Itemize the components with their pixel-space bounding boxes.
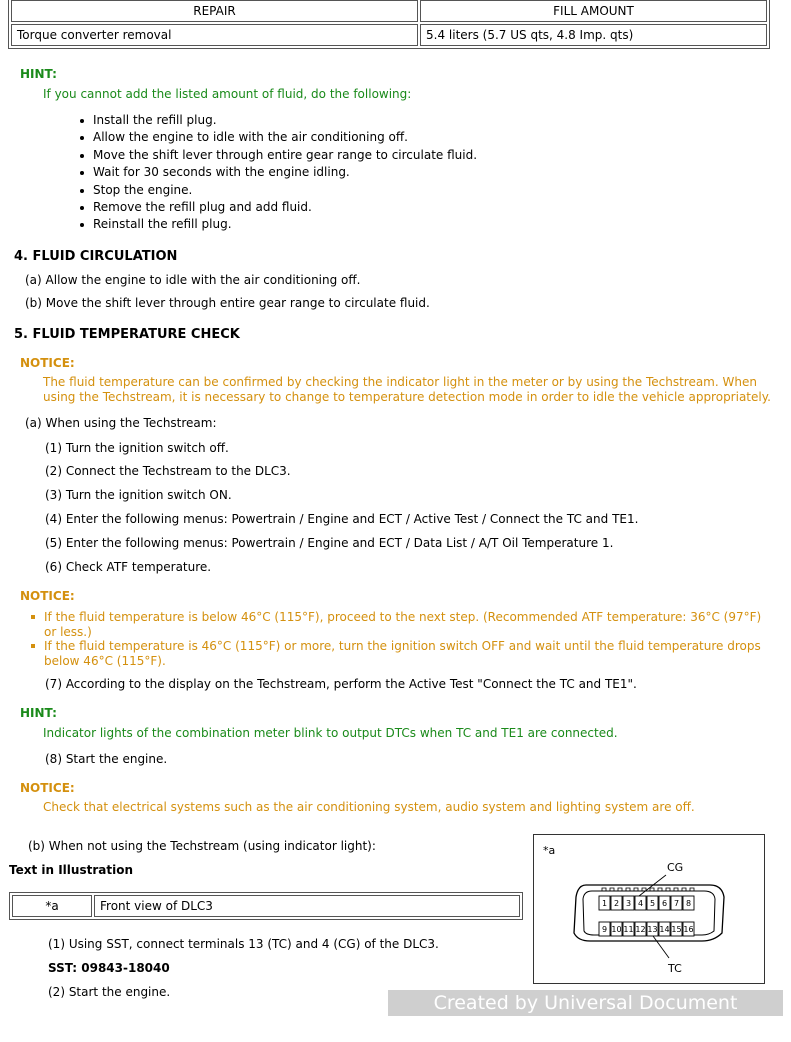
illustration-heading: Text in Illustration (9, 863, 133, 877)
table-header: REPAIR (11, 0, 418, 22)
table-cell: Front view of DLC3 (94, 895, 520, 917)
pin-label: 3 (625, 899, 632, 908)
table-header: FILL AMOUNT (420, 0, 767, 22)
section-title-fluid-temperature-check: 5. FLUID TEMPERATURE CHECK (14, 327, 240, 342)
list-item: If the fluid temperature is 46°C (115°F) or more, turn the ignition switch OFF and wait until the fluid temperature drops below 46°C (115°F). (20, 639, 775, 668)
pin-label: 16 (683, 925, 694, 934)
substep-text: (7) According to the display on the Techstream, perform the Active Test "Connect the TC and TE1". (45, 677, 637, 691)
fill-amount-table (8, 0, 770, 49)
list-item: Move the shift lever through entire gear range to circulate fluid. (78, 147, 477, 164)
notice-text: The fluid temperature can be confirmed by checking the indicator light in the meter or by using the Techstream. When (43, 375, 757, 389)
notice-text: Check that electrical systems such as the air conditioning system, audio system and lighting system are off. (43, 800, 695, 814)
section-title-fluid-circulation: 4. FLUID CIRCULATION (14, 249, 178, 264)
pin-label: 1 (601, 899, 608, 908)
substep-text: (5) Enter the following menus: Powertrain / Engine and ECT / Data List / A/T Oil Temperature 1. (45, 536, 614, 550)
hint-label: HINT: (20, 67, 57, 81)
hint-list (78, 112, 477, 234)
illustration-key-table (9, 892, 523, 920)
substep-text: (2) Start the engine. (48, 985, 171, 999)
notice-label: NOTICE: (20, 356, 75, 370)
pin-label: 8 (685, 899, 692, 908)
substep-text: (3) Turn the ignition switch ON. (45, 488, 232, 502)
pin-label: 5 (649, 899, 656, 908)
table-row (11, 24, 767, 46)
notice-text: using the Techstream, it is necessary to change to temperature detection mode in order to idle the vehicle appropriately. (43, 390, 771, 404)
list-item: If the fluid temperature is below 46°C (115°F), proceed to the next step. (Recommended ATF temperature: 36°C (97°F) or less.) (20, 610, 775, 639)
pin-label: 10 (611, 925, 622, 934)
step-text: (b) When not using the Techstream (using indicator light): (28, 839, 376, 853)
watermark: Created by Universal Document Converter (388, 990, 783, 1016)
illustration-tag: *a (543, 844, 556, 857)
hint-text: If you cannot add the listed amount of fluid, do the following: (43, 87, 412, 101)
list-item: Install the refill plug. (78, 112, 477, 129)
table-row (12, 895, 520, 917)
substep-text: (1) Turn the ignition switch off. (45, 441, 229, 455)
dlc3-connector-drawing (534, 835, 764, 983)
step-text: (a) When using the Techstream: (25, 416, 217, 430)
tc-label: TC (668, 962, 682, 975)
step-text: (a) Allow the engine to idle with the air conditioning off. (25, 273, 361, 287)
pin-label: 15 (671, 925, 682, 934)
pin-label: 13 (647, 925, 658, 934)
pin-label: 12 (635, 925, 646, 934)
substep-text: (6) Check ATF temperature. (45, 560, 212, 574)
pin-label: 9 (601, 925, 608, 934)
notice-label: NOTICE: (20, 781, 75, 795)
notice-list (20, 610, 775, 668)
sst-number: SST: 09843-18040 (48, 961, 170, 975)
pin-label: 2 (613, 899, 620, 908)
table-cell: *a (12, 895, 92, 917)
substep-text: (1) Using SST, connect terminals 13 (TC) and 4 (CG) of the DLC3. (48, 937, 439, 951)
dlc3-illustration (533, 834, 765, 984)
hint-text: Indicator lights of the combination meter blink to output DTCs when TC and TE1 are connected. (43, 726, 618, 740)
substep-text: (4) Enter the following menus: Powertrain / Engine and ECT / Active Test / Connect the TC and TE1. (45, 512, 639, 526)
table-cell: Torque converter removal (11, 24, 418, 46)
step-text: (b) Move the shift lever through entire gear range to circulate fluid. (25, 296, 430, 310)
list-item: Reinstall the refill plug. (78, 216, 477, 233)
pin-label: 14 (659, 925, 670, 934)
cg-label: CG (667, 861, 684, 874)
notice-label: NOTICE: (20, 589, 75, 603)
substep-text: (2) Connect the Techstream to the DLC3. (45, 464, 291, 478)
list-item: Wait for 30 seconds with the engine idling. (78, 164, 477, 181)
substep-text: (8) Start the engine. (45, 752, 168, 766)
hint-label: HINT: (20, 706, 57, 720)
list-item: Allow the engine to idle with the air conditioning off. (78, 129, 477, 146)
pin-label: 6 (661, 899, 668, 908)
pin-label: 11 (623, 925, 634, 934)
pin-label: 4 (637, 899, 644, 908)
table-cell: 5.4 liters (5.7 US qts, 4.8 Imp. qts) (420, 24, 767, 46)
pin-label: 7 (673, 899, 680, 908)
list-item: Stop the engine. (78, 182, 477, 199)
table-header-row (11, 0, 767, 22)
list-item: Remove the refill plug and add fluid. (78, 199, 477, 216)
